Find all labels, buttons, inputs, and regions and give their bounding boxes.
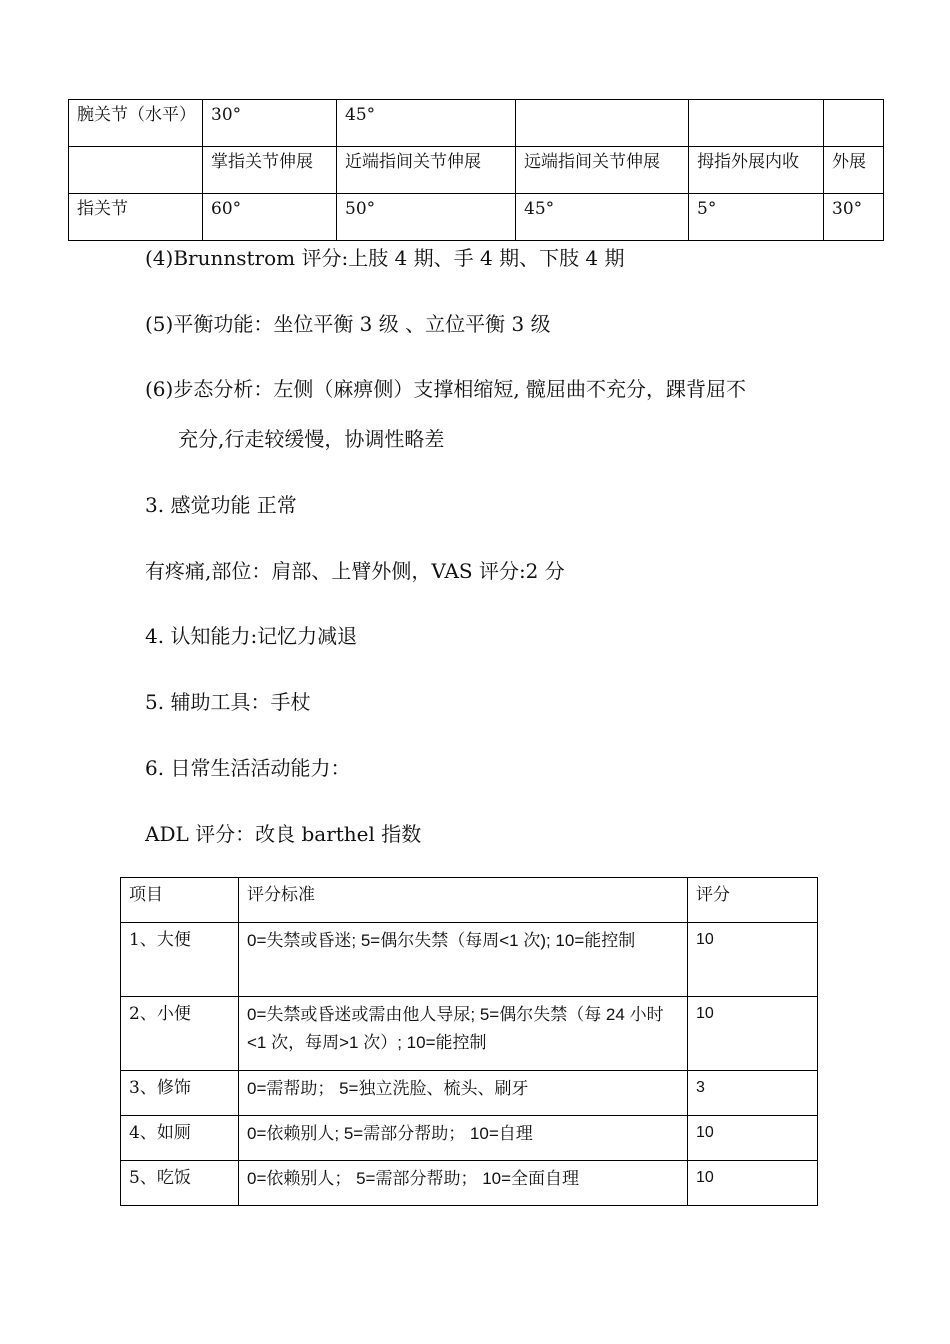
rom-cell: 指关节: [69, 194, 203, 241]
sensory-function: 3. 感觉功能 正常: [145, 493, 297, 517]
rom-cell: [824, 100, 884, 147]
adl-criteria: 0=依赖别人； 5=需部分帮助； 10=全面自理: [239, 1161, 688, 1206]
adl-criteria: 0=失禁或昏迷或需由他人导尿; 5=偶尔失禁（每 24 小时<1 次，每周>1 次）; 10=能控制: [239, 997, 688, 1071]
table-row: [69, 194, 884, 241]
table-row: [121, 1116, 818, 1161]
rom-cell: 远端指间关节伸展: [516, 147, 689, 194]
adl-item: 4、如厕: [121, 1116, 239, 1161]
rom-cell: 拇指外展内收: [689, 147, 824, 194]
rom-cell: 外展: [824, 147, 884, 194]
adl-section-title: 6. 日常生活活动能力：: [145, 756, 351, 780]
adl-criteria: 0=依赖别人; 5=需部分帮助； 10=自理: [239, 1116, 688, 1161]
column-header-item: 项目: [121, 878, 239, 923]
rom-table: [68, 99, 884, 241]
balance-function: (5)平衡功能：坐位平衡 3 级 、立位平衡 3 级: [145, 312, 551, 336]
rom-cell: 掌指关节伸展: [203, 147, 337, 194]
adl-criteria: 0=失禁或昏迷; 5=偶尔失禁（每周<1 次); 10=能控制: [239, 923, 688, 997]
adl-score: 10: [688, 997, 818, 1071]
adl-item: 3、修饰: [121, 1071, 239, 1116]
table-row: [121, 997, 818, 1071]
rom-cell: 60°: [203, 194, 337, 241]
rom-cell: 45°: [516, 194, 689, 241]
pain-assessment: 有疼痛,部位：肩部、上臂外侧，VAS 评分:2 分: [145, 559, 565, 583]
adl-item: 2、小便: [121, 997, 239, 1071]
rom-cell: [69, 147, 203, 194]
adl-item: 1、大便: [121, 923, 239, 997]
gait-analysis-line2: 充分,行走较缓慢，协调性略差: [178, 427, 445, 451]
adl-scale-title: ADL 评分：改良 barthel 指数: [145, 822, 422, 846]
table-row: [69, 147, 884, 194]
rom-cell: 5°: [689, 194, 824, 241]
adl-score: 10: [688, 1161, 818, 1206]
rom-cell: [516, 100, 689, 147]
column-header-score: 评分: [688, 878, 818, 923]
column-header-criteria: 评分标准: [239, 878, 688, 923]
adl-item: 5、吃饭: [121, 1161, 239, 1206]
rom-cell: 50°: [337, 194, 516, 241]
adl-score: 3: [688, 1071, 818, 1116]
assistive-tools: 5. 辅助工具：手杖: [145, 690, 311, 714]
rom-cell: 30°: [824, 194, 884, 241]
brunnstrom-score: (4)Brunnstrom 评分:上肢 4 期、手 4 期、下肢 4 期: [145, 246, 625, 270]
adl-score: 10: [688, 1116, 818, 1161]
table-row: [121, 923, 818, 997]
gait-analysis-line1: (6)步态分析：左侧（麻痹侧）支撑相缩短, 髋屈曲不充分，踝背屈不: [145, 377, 747, 401]
rom-cell: 近端指间关节伸展: [337, 147, 516, 194]
rom-cell: 30°: [203, 100, 337, 147]
rom-cell: 腕关节（水平）: [69, 100, 203, 147]
rom-cell: [689, 100, 824, 147]
adl-score: 10: [688, 923, 818, 997]
adl-table: [120, 877, 818, 1206]
adl-criteria: 0=需帮助； 5=独立洗脸、梳头、刷牙: [239, 1071, 688, 1116]
cognitive-ability: 4. 认知能力:记忆力减退: [145, 624, 358, 648]
table-header-row: [121, 878, 818, 923]
rom-cell: 45°: [337, 100, 516, 147]
table-row: [121, 1161, 818, 1206]
table-row: [121, 1071, 818, 1116]
table-row: [69, 100, 884, 147]
